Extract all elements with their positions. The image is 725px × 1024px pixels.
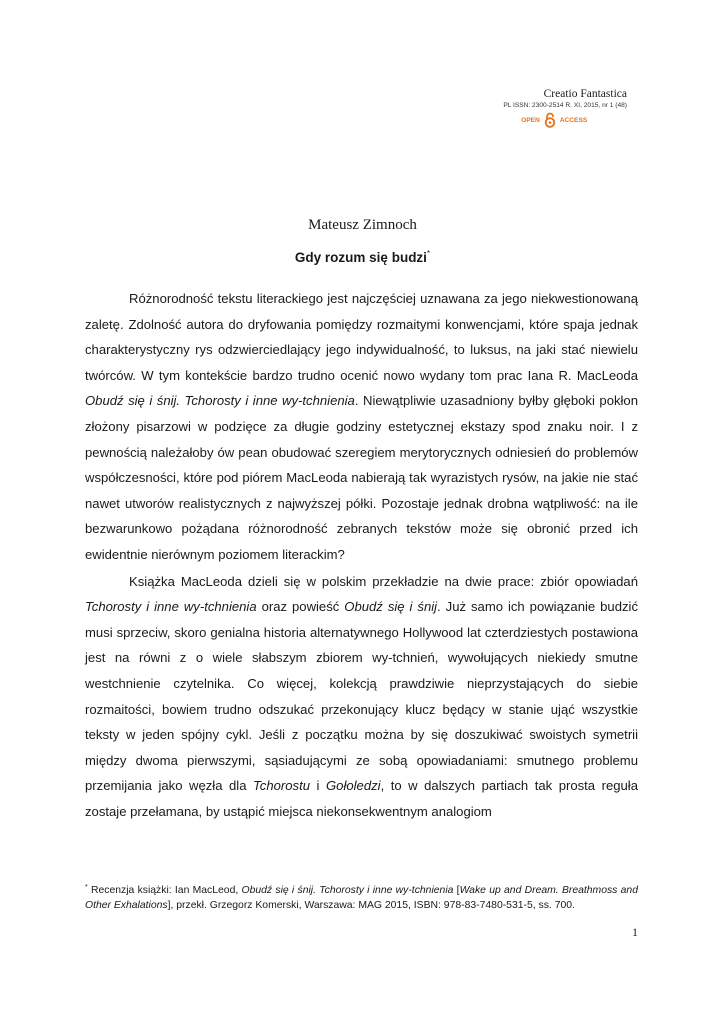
text-segment: ], przekł. Grzegorz Komerski, Warszawa: MAG 2015, ISBN: 978-83-7480-531-5, ss. 700. [167, 900, 575, 912]
footnote-marker: * [85, 884, 88, 891]
open-access-badge [503, 112, 627, 128]
access-label: ACCESS [559, 116, 588, 124]
journal-header [503, 88, 627, 128]
page-number: 1 [632, 925, 638, 939]
journal-title: Creatio Fantastica [543, 88, 627, 100]
body-paragraph [85, 569, 638, 825]
text-segment: . Niewątpliwie uzasadniony byłby głęboki pokłon złożony pisarzowi w podzięce za długie godziny estetycznej ekstazy spod znaku noir. I z pewnością należałoby ów pean obudować szeregiem merytorycznych odniesień do problemów współczesności, które pod piórem MacLeoda nabierają tak wyrazistych rysów, na jakie nie stać nawet utworów realistycznych z najwyższej półki. Pozostaje jednak drobna wątpliwość: na ile bezwarunkowo pożądana różnorodność zebranych tekstów może się obronić przed ich ewidentnie nierównym poziomem literackim? [85, 393, 638, 562]
text-segment: oraz powieść [256, 599, 345, 615]
author-name: Mateusz Zimnoch [308, 217, 417, 233]
italic-text: Wake up and Dream. Breathmoss and Other Exhalations [85, 885, 638, 912]
italic-text: Tchorostu [253, 778, 311, 794]
text-segment: . Już samo ich powiązanie budzić musi sprzeciw, skoro genialna historia alternatywnego Hollywood lat czterdziestych postawiona jest na równi z o wiele słabszym zbiorem wy-tchnień, wywołujących niekiedy smutne westchnienie czytelnika. Co więcej, kolekcją prawdziwie nieprzystających do siebie rozmaitości, bowiem trudno odszukać przekonujący klucz będący w stanie ująć wszystkie teksty w jeden spójny cykl. Jeśli z początku można by się doszukiwać swoistych symetrii między dwoma pierwszymi, sąsiadującymi ze sobą opowiadaniami: smutnego problemu przemijania jako węzła dla [85, 599, 638, 794]
italic-text: Gołoledzi [325, 778, 381, 794]
text-segment: i [310, 778, 326, 794]
article-title [0, 245, 725, 267]
text-segment: Recenzja książki: Ian MacLeod, [87, 885, 242, 896]
article-body [85, 286, 638, 824]
footnote [85, 880, 638, 914]
italic-text: Tchorosty i inne wy-tchnienia [85, 599, 257, 615]
italic-text: Obudź się i śnij. Tchorosty i inne wy-tchnienia [85, 393, 355, 409]
title-footnote-marker: * [426, 249, 431, 258]
text-segment: Książka MacLeoda dzieli się w polskim przekładzie na dwie prace: zbiór opowiadań [129, 573, 638, 589]
text-segment: , to w dalszych partiach tak prosta reguła zostaje przełamana, by ustąpić miejsca niekonsekwentnym analogiom [85, 778, 638, 819]
open-label: OPEN [521, 116, 540, 124]
text-segment: Różnorodność tekstu literackiego jest najczęściej uznawana za jego niekwestionowaną zaletę. Zdolność autora do dryfowania pomiędzy rozmaitymi konwencjami, które spaja jednak charakterystyczny rys odzwierciedlający jego indywidualność, to luksus, na jaki stać niewielu twórców. W tym kontekście bardzo trudno ocenić nowo wydany tom prac Iana R. MacLeoda [85, 291, 638, 383]
article-title-text: Gdy rozum się budzi [294, 250, 427, 265]
italic-text: Obudź się i śnij. Tchorosty i inne wy-tchnienia [241, 885, 454, 896]
italic-text: Obudź się i śnij [344, 599, 438, 615]
open-access-lock-icon [544, 112, 556, 128]
text-segment: [ [453, 885, 460, 896]
body-paragraph [85, 286, 638, 568]
issn-line: PL ISSN: 2300-2514 R. XI, 2015, nr 1 (48) [503, 102, 627, 109]
